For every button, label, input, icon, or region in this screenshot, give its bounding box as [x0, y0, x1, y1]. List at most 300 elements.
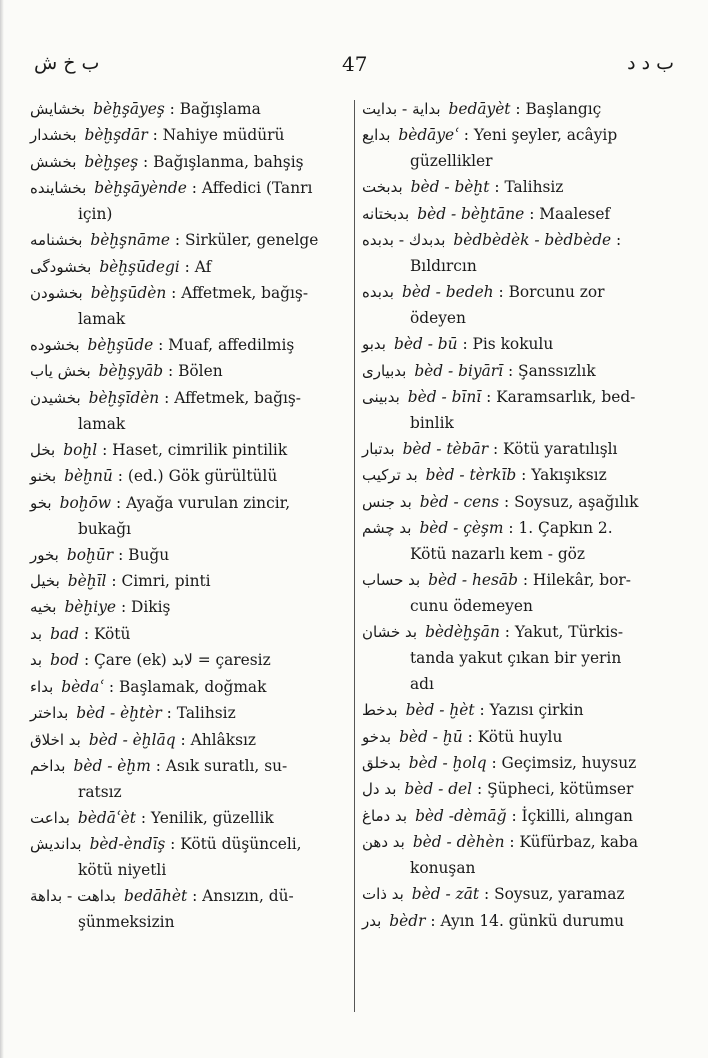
- dictionary-entry: [30, 463, 348, 489]
- entry-first-line: [30, 594, 348, 620]
- entry-first-line: [30, 149, 348, 175]
- dictionary-entry: [30, 542, 348, 568]
- headword-separator: :: [516, 466, 532, 485]
- headword-separator: :: [503, 519, 519, 538]
- dictionary-entry: [362, 881, 670, 907]
- definition: Şüpheci, kötümser: [487, 780, 634, 799]
- headword-separator: :: [499, 492, 515, 511]
- definition-continuation: adı: [410, 675, 434, 694]
- dictionary-entry: [30, 227, 348, 253]
- entry-first-line: [362, 724, 670, 750]
- headword-separator: :: [159, 388, 175, 407]
- headword-separator: :: [503, 361, 519, 380]
- definition: Affetmek, bağış-: [174, 388, 302, 407]
- entry-first-line: [30, 463, 348, 489]
- dictionary-entry: [30, 332, 348, 358]
- definition: Haset, cimrilik pintilik: [112, 440, 288, 459]
- definition: Bağışlanma, bahşiş: [153, 152, 304, 171]
- transliterated-headword: bèḫiye: [64, 598, 117, 617]
- definition-continuation: ratsız: [78, 782, 122, 801]
- transliterated-headword: bèd - bèḫt: [410, 178, 490, 197]
- entry-first-line: [362, 567, 670, 593]
- dictionary-entry: [30, 254, 348, 280]
- transliterated-headword: bèd - del: [404, 780, 473, 799]
- definition: Kötü huylu: [477, 727, 563, 746]
- headword-separator: :: [425, 911, 441, 930]
- headword-separator: :: [175, 730, 191, 749]
- definition: Yakut, Türkis-: [514, 623, 624, 642]
- entry-first-line: [30, 753, 348, 779]
- definition: Soysuz, aşağılık: [514, 492, 639, 511]
- entry-first-line: [30, 96, 348, 122]
- arabic-script-headword: بد حساب: [362, 571, 421, 590]
- headword-separator: :: [186, 179, 202, 198]
- arabic-script-headword: بد اخلاق: [30, 730, 81, 749]
- arabic-script-headword: بدبدك - بدبده: [362, 231, 446, 250]
- dictionary-entry: [362, 462, 670, 488]
- transliterated-headword: bèd - cens: [419, 492, 500, 511]
- dictionary-entry: [30, 647, 348, 673]
- transliterated-headword: bod: [50, 651, 80, 670]
- entry-first-line: [362, 174, 670, 200]
- definition: Af: [194, 257, 212, 276]
- headword-separator: :: [493, 283, 509, 302]
- arabic-script-headword: بداء: [30, 677, 54, 696]
- definition: Muaf, affedilmiş: [168, 336, 295, 355]
- definition: Bölen: [178, 362, 223, 381]
- headword-separator: :: [488, 440, 504, 459]
- arabic-script-headword: بد تركيب: [362, 466, 418, 485]
- transliterated-headword: bèd - bīnī: [407, 388, 482, 407]
- transliterated-headword: bèd - bū: [393, 335, 458, 354]
- dictionary-entry: [362, 567, 670, 619]
- transliterated-headword: bedāhèt: [123, 887, 188, 906]
- entry-first-line: [30, 227, 348, 253]
- arabic-script-headword: بخشدار: [30, 126, 77, 145]
- arabic-script-headword: بدبينى: [362, 388, 400, 407]
- arabic-script-headword: بخشش: [30, 152, 77, 171]
- entry-first-line: [362, 908, 670, 934]
- headword-separator: :: [179, 257, 195, 276]
- entry-first-line: [30, 332, 348, 358]
- definition-continuation: güzellikler: [410, 152, 493, 171]
- arabic-script-headword: بد خشان: [362, 623, 418, 642]
- dictionary-entry: [30, 149, 348, 175]
- dictionary-entry: [362, 384, 670, 436]
- entry-first-line: [362, 122, 670, 148]
- transliterated-headword: bèd-èndīş: [89, 835, 166, 854]
- definition-continuation: kötü niyetli: [78, 861, 167, 880]
- headword-separator: :: [524, 204, 540, 223]
- entry-first-line: [362, 750, 670, 776]
- headword-separator: :: [111, 493, 127, 512]
- dictionary-entry: [362, 201, 670, 227]
- dictionary-entry: [362, 436, 670, 462]
- arabic-script-headword: بخيل: [30, 572, 60, 591]
- entry-first-line: [30, 358, 348, 384]
- entry-first-line: [362, 96, 670, 122]
- definition: Yakışıksız: [531, 466, 607, 485]
- headword-separator: :: [506, 806, 522, 825]
- definition: Ayağa vurulan zincir,: [126, 493, 291, 512]
- definition: Kötü: [93, 624, 131, 643]
- dictionary-entry: [30, 490, 348, 542]
- transliterated-headword: bèḫşūdèn: [90, 284, 167, 303]
- dictionary-entry: [30, 594, 348, 620]
- dictionary-entry: [362, 750, 670, 776]
- transliterated-headword: bèd - tèrkīb: [425, 466, 517, 485]
- transliterated-headword: bèḫşnāme: [90, 231, 170, 250]
- entry-first-line: [30, 280, 348, 306]
- arabic-script-headword: بخشودگی: [30, 257, 92, 276]
- arabic-script-headword: بد دماغ: [362, 806, 408, 825]
- transliterated-headword: bèḫşāyeş: [93, 100, 165, 118]
- dictionary-entry: [30, 385, 348, 437]
- arabic-script-headword: بداهت - بداهة: [30, 887, 116, 906]
- dictionary-entry: [362, 279, 670, 331]
- definition: Maalesef: [539, 204, 611, 223]
- definition: Küfürbaz, kaba: [519, 833, 639, 852]
- headword-separator: :: [474, 701, 490, 720]
- headword-separator: :: [187, 887, 203, 906]
- dictionary-entry: [30, 805, 348, 831]
- definition: Karamsarlık, bed-: [496, 388, 636, 407]
- arabic-script-headword: بدتبار: [362, 440, 395, 459]
- transliterated-headword: bèḫşīdèn: [88, 388, 160, 407]
- arabic-script-headword: بداعت: [30, 808, 70, 827]
- definition: Yazısı çirkin: [489, 701, 584, 720]
- dictionary-entry: [30, 358, 348, 384]
- headword-separator: :: [150, 756, 166, 775]
- dictionary-entry: [30, 96, 348, 122]
- headword-separator: :: [147, 126, 163, 145]
- headword-separator: :: [517, 571, 533, 590]
- definition-continuation: Kötü nazarlı kem - göz: [410, 545, 586, 564]
- transliterated-headword: bèḫşāyènde: [94, 179, 187, 198]
- entry-first-line: [362, 462, 670, 488]
- dictionary-entry: [362, 908, 670, 934]
- arabic-script-headword: بدخط: [362, 701, 398, 720]
- transliterated-headword: bèd - èḫm: [73, 756, 151, 775]
- arabic-script-headword: بدبده: [362, 283, 394, 302]
- dictionary-entry: [30, 175, 348, 227]
- definition: Asık suratlı, su-: [165, 756, 288, 775]
- headword-separator: :: [611, 231, 622, 250]
- arabic-script-headword: بخيه: [30, 598, 57, 617]
- entry-first-line: [362, 279, 670, 305]
- definition-continuation: lamak: [78, 414, 126, 433]
- running-header-right: ب د د: [627, 52, 674, 74]
- transliterated-headword: bèd - tèbār: [402, 440, 489, 459]
- headword-separator: :: [135, 808, 151, 827]
- transliterated-headword: bèd - èḫlāq: [88, 730, 176, 749]
- dictionary-entry: [362, 96, 670, 122]
- entry-first-line: [362, 619, 670, 645]
- definition: Çare (ek) لابد = çaresiz: [94, 651, 271, 670]
- definition-continuation: cunu ödemeyen: [410, 597, 533, 616]
- definition: Ansızın, dü-: [202, 887, 294, 906]
- definition: Ayın 14. günkü durumu: [440, 911, 625, 930]
- transliterated-headword: bèd - bedeh: [401, 283, 494, 302]
- arabic-script-headword: بد دل: [362, 780, 397, 799]
- arabic-script-headword: بدخلق: [362, 754, 401, 773]
- entry-first-line: [30, 647, 348, 673]
- definition: Affetmek, bağış-: [181, 284, 309, 303]
- transliterated-headword: bèd - biyārī: [414, 361, 504, 380]
- dictionary-entry: [30, 280, 348, 332]
- definition: Bağışlama: [179, 100, 261, 118]
- entry-first-line: [30, 437, 348, 463]
- entry-first-line: [30, 727, 348, 753]
- page-number: 47: [342, 52, 368, 76]
- headword-separator: :: [113, 545, 129, 564]
- transliterated-headword: bèdaʿ: [61, 677, 104, 696]
- arabic-script-headword: بخشايندە: [30, 179, 87, 198]
- arabic-script-headword: بدايع: [362, 126, 391, 145]
- headword-separator: :: [165, 835, 181, 854]
- transliterated-headword: bèd - hesāb: [428, 571, 518, 590]
- headword-separator: :: [481, 388, 497, 407]
- arabic-script-headword: بد ذات: [362, 885, 404, 904]
- arabic-script-headword: بخشنامه: [30, 231, 83, 250]
- headword-separator: :: [489, 178, 505, 197]
- entry-first-line: [30, 175, 348, 201]
- transliterated-headword: bad: [50, 624, 79, 643]
- entry-first-line: [30, 700, 348, 726]
- headword-separator: :: [116, 598, 132, 617]
- arabic-script-headword: بدخو: [362, 727, 392, 746]
- entry-first-line: [30, 883, 348, 909]
- dictionary-entry: [362, 829, 670, 881]
- dictionary-entry: [30, 753, 348, 805]
- definition-continuation: lamak: [78, 310, 126, 329]
- dictionary-entry: [30, 621, 348, 647]
- headword-separator: :: [169, 231, 185, 250]
- transliterated-headword: bèḫīl: [67, 572, 107, 591]
- entry-first-line: [362, 384, 670, 410]
- definition: Buğu: [128, 545, 170, 564]
- entry-first-line: [362, 358, 670, 384]
- transliterated-headword: bèḫşeş: [84, 152, 139, 171]
- dictionary-entry: [30, 122, 348, 148]
- headword-separator: :: [486, 754, 502, 773]
- definition: Pis kokulu: [472, 335, 554, 354]
- headword-separator: :: [138, 152, 154, 171]
- definition: Talihsiz: [176, 704, 236, 723]
- definition: Borcunu zor: [508, 283, 605, 302]
- transliterated-headword: bèd - ḫolq: [408, 754, 487, 773]
- transliterated-headword: bèd - dèhèn: [412, 833, 505, 852]
- entry-first-line: [362, 331, 670, 357]
- arabic-script-headword: بدر: [362, 911, 382, 930]
- transliterated-headword: bèd -dèmāğ: [415, 806, 507, 825]
- dictionary-entry: [30, 883, 348, 935]
- arabic-script-headword: بخشيدن: [30, 388, 81, 407]
- headword-separator: :: [153, 336, 169, 355]
- column-divider: [354, 100, 355, 1012]
- arabic-script-headword: بخنو: [30, 467, 57, 486]
- transliterated-headword: bèḫşyāb: [98, 362, 164, 381]
- dictionary-entry: [362, 776, 670, 802]
- transliterated-headword: bèḫnū: [64, 467, 113, 486]
- transliterated-headword: bèd - ḫū: [399, 727, 463, 746]
- headword-separator: :: [112, 467, 128, 486]
- dictionary-entry: [30, 568, 348, 594]
- definition: Geçimsiz, huysuz: [501, 754, 637, 773]
- headword-separator: :: [510, 100, 526, 118]
- definition: Cimri, pinti: [121, 572, 211, 591]
- headword-separator: :: [479, 885, 495, 904]
- transliterated-headword: bèḫşūdegi: [99, 257, 180, 276]
- dictionary-entry: [30, 727, 348, 753]
- transliterated-headword: bèdāʿèt: [77, 808, 136, 827]
- dictionary-entry: [362, 227, 670, 279]
- headword-separator: :: [163, 362, 179, 381]
- definition: Başlangıç: [525, 100, 602, 118]
- arabic-script-headword: بد دهن: [362, 833, 405, 852]
- definition: Şanssızlık: [518, 361, 596, 380]
- dictionary-entry: [362, 489, 670, 515]
- definition-continuation: ödeyen: [410, 309, 466, 328]
- definition: Hilekâr, bor-: [532, 571, 631, 590]
- entry-first-line: [362, 489, 670, 515]
- headword-separator: :: [164, 100, 180, 118]
- definition: Kötü düşünceli,: [180, 835, 302, 854]
- left-column: [30, 96, 348, 935]
- headword-separator: :: [457, 335, 473, 354]
- headword-separator: :: [106, 572, 122, 591]
- arabic-script-headword: بدبيارى: [362, 361, 407, 380]
- transliterated-headword: bèḫşdār: [84, 126, 148, 145]
- transliterated-headword: boḫōw: [59, 493, 112, 512]
- headword-separator: :: [166, 284, 182, 303]
- definition: 1. Çapkın 2.: [518, 519, 613, 538]
- arabic-script-headword: بد: [30, 624, 43, 643]
- definition-continuation: binlik: [410, 414, 454, 433]
- transliterated-headword: bèḫşūde: [87, 336, 154, 355]
- arabic-script-headword: بد چشم: [362, 519, 412, 538]
- entry-first-line: [30, 385, 348, 411]
- headword-separator: :: [97, 440, 113, 459]
- headword-separator: :: [472, 780, 488, 799]
- transliterated-headword: bèd - bèḫtāne: [417, 204, 525, 223]
- transliterated-headword: bèdāyeʿ: [398, 126, 459, 145]
- transliterated-headword: bèd - çèşm: [419, 519, 504, 538]
- entry-first-line: [362, 829, 670, 855]
- arabic-script-headword: بداية - بدايت: [362, 100, 441, 118]
- transliterated-headword: bèdr: [389, 911, 426, 930]
- entry-first-line: [30, 542, 348, 568]
- entry-first-line: [30, 674, 348, 700]
- dictionary-entry: [30, 674, 348, 700]
- definition: Sirküler, genelge: [184, 231, 319, 250]
- definition: Başlamak, doğmak: [118, 677, 267, 696]
- arabic-script-headword: بداخم: [30, 756, 66, 775]
- transliterated-headword: bèd - ḫèt: [405, 701, 475, 720]
- definition: (ed.) Gök gürültülü: [127, 467, 278, 486]
- transliterated-headword: bèd - èḫtèr: [76, 704, 162, 723]
- entry-first-line: [30, 831, 348, 857]
- definition: Yenilik, güzellik: [150, 808, 274, 827]
- definition: Nahiye müdürü: [162, 126, 285, 145]
- page-edge-shadow: [0, 0, 4, 1058]
- headword-separator: :: [161, 704, 177, 723]
- dictionary-entry: [362, 358, 670, 384]
- definition: Talihsiz: [504, 178, 564, 197]
- arabic-script-headword: بخشودن: [30, 284, 83, 303]
- transliterated-headword: boḫl: [63, 440, 98, 459]
- headword-separator: :: [458, 126, 474, 145]
- definition-continuation: Bıldırcın: [410, 257, 477, 276]
- entry-first-line: [30, 805, 348, 831]
- entry-first-line: [362, 776, 670, 802]
- dictionary-entry: [362, 331, 670, 357]
- definition-continuation: tanda yakut çıkan bir yerin: [410, 649, 622, 668]
- entry-first-line: [362, 697, 670, 723]
- entry-first-line: [362, 881, 670, 907]
- entry-first-line: [362, 201, 670, 227]
- arabic-script-headword: بدانديش: [30, 835, 82, 854]
- headword-separator: :: [104, 677, 119, 696]
- dictionary-entry: [30, 700, 348, 726]
- definition-continuation: bukağı: [78, 519, 132, 538]
- arabic-script-headword: بدبو: [362, 335, 386, 354]
- arabic-script-headword: بخشايش: [30, 100, 86, 118]
- dictionary-entry: [362, 803, 670, 829]
- dictionary-entry: [30, 831, 348, 883]
- arabic-script-headword: بداختر: [30, 704, 69, 723]
- entry-first-line: [30, 122, 348, 148]
- definition: Ahlâksız: [190, 730, 257, 749]
- arabic-script-headword: بخور: [30, 545, 59, 564]
- arabic-script-headword: بخش ياب: [30, 362, 91, 381]
- definition: Dikiş: [131, 598, 171, 617]
- transliterated-headword: bèdèḫşān: [425, 623, 500, 642]
- headword-separator: :: [504, 833, 520, 852]
- headword-separator: :: [79, 651, 95, 670]
- transliterated-headword: bèdbèdèk - bèdbède: [453, 231, 612, 250]
- entry-first-line: [30, 254, 348, 280]
- dictionary-entry: [362, 724, 670, 750]
- right-column: [362, 96, 670, 934]
- entry-first-line: [30, 490, 348, 516]
- headword-separator: :: [499, 623, 515, 642]
- transliterated-headword: bedāyèt: [448, 100, 511, 118]
- definition: İçkilli, alıngan: [521, 806, 633, 825]
- arabic-script-headword: بخشودە: [30, 336, 80, 355]
- transliterated-headword: bèd - zāt: [411, 885, 480, 904]
- entry-first-line: [362, 515, 670, 541]
- headword-separator: :: [78, 624, 94, 643]
- entry-first-line: [30, 621, 348, 647]
- dictionary-entry: [362, 697, 670, 723]
- entry-first-line: [362, 803, 670, 829]
- dictionary-entry: [30, 437, 348, 463]
- dictionary-entry: [362, 515, 670, 567]
- definition-continuation: konuşan: [410, 859, 476, 878]
- transliterated-headword: boḫūr: [66, 545, 114, 564]
- definition-continuation: için): [78, 205, 113, 224]
- definition-continuation: şünmeksizin: [78, 913, 175, 932]
- dictionary-entry: [362, 619, 670, 697]
- arabic-script-headword: بدبختانه: [362, 204, 410, 223]
- definition: Soysuz, yaramaz: [494, 885, 625, 904]
- headword-separator: :: [462, 727, 478, 746]
- arabic-script-headword: بدبخت: [362, 178, 403, 197]
- dictionary-entry: [362, 174, 670, 200]
- definition: Yeni şeyler, acâyip: [473, 126, 618, 145]
- entry-first-line: [362, 436, 670, 462]
